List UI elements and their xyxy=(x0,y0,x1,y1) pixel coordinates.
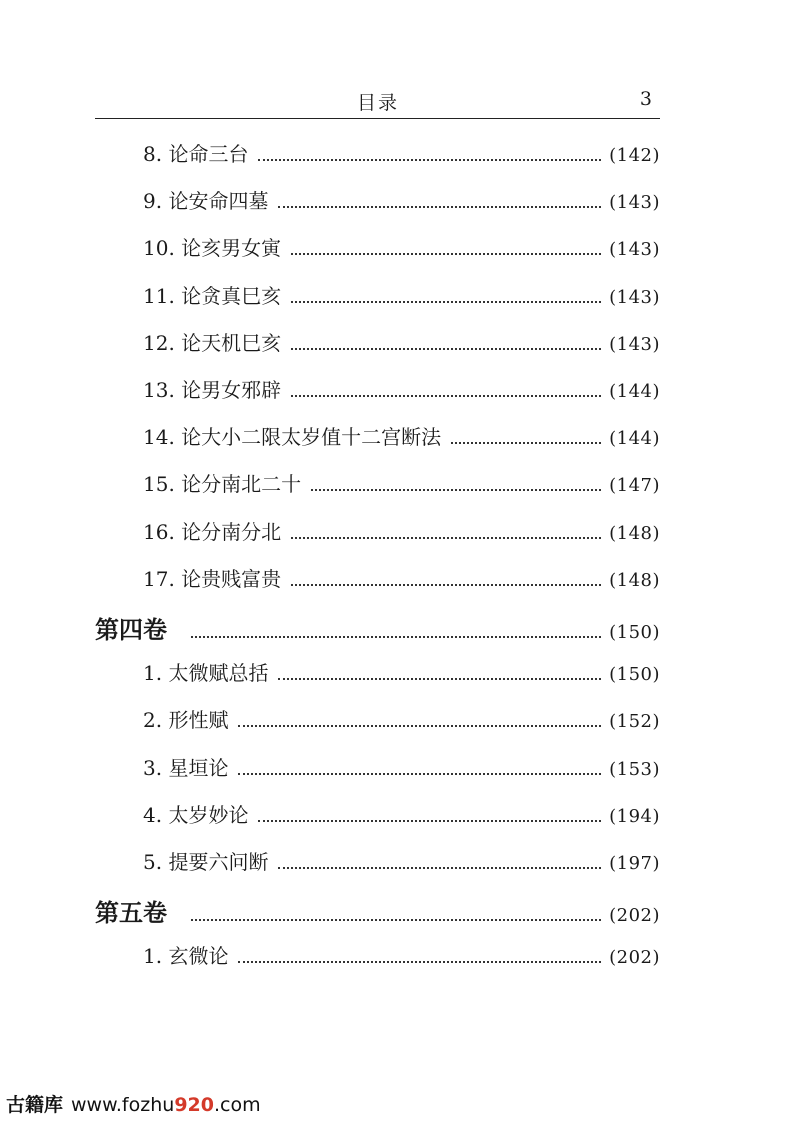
toc-entry-page: (143) xyxy=(609,333,660,355)
toc-entry-page: (153) xyxy=(609,758,660,780)
dot-leader xyxy=(238,773,601,775)
toc-entry-page: (148) xyxy=(609,569,660,591)
dot-leader xyxy=(291,395,601,397)
toc-entry-page: (144) xyxy=(609,381,660,402)
dot-leader xyxy=(291,584,601,586)
toc-entry-page: (152) xyxy=(609,711,660,733)
toc-entry-label: 17. 论贵贱富贵 xyxy=(143,566,282,591)
toc-entry-label: 2. 形性赋 xyxy=(143,708,229,733)
header-page-number: 3 xyxy=(639,88,652,110)
toc-entry xyxy=(143,846,660,876)
dot-leader xyxy=(291,537,601,539)
toc-volume-heading xyxy=(95,893,660,928)
dot-leader xyxy=(258,159,601,161)
dot-leader xyxy=(451,442,601,444)
toc-entry-label: 9. 论安命四墓 xyxy=(143,189,269,214)
toc-entry xyxy=(143,138,660,168)
toc-entry-page: (144) xyxy=(609,428,660,450)
toc-entry xyxy=(143,799,660,829)
dot-leader xyxy=(278,678,601,680)
toc-entry-label: 3. 星垣论 xyxy=(143,755,229,780)
toc-entry-page: (143) xyxy=(609,286,660,308)
toc-entry-label: 第五卷 xyxy=(95,898,167,928)
dot-leader xyxy=(291,253,601,255)
dot-leader xyxy=(278,206,601,208)
toc-entry-page: (202) xyxy=(609,905,660,927)
toc-entry xyxy=(143,657,660,687)
toc-entry-label: 14. 论大小二限太岁值十二宫断法 xyxy=(143,425,442,450)
toc-entry-page: (202) xyxy=(609,947,660,969)
toc-entry xyxy=(143,185,660,215)
footer-watermark xyxy=(6,1090,261,1117)
toc-entry-label: 12. 论天机巳亥 xyxy=(143,330,282,355)
dot-leader xyxy=(278,867,601,869)
footer-url-number: 920 xyxy=(174,1094,214,1116)
toc-entry-label: 15. 论分南北二十 xyxy=(143,472,302,497)
toc-volume-heading xyxy=(95,610,660,644)
toc-entry xyxy=(143,327,660,357)
toc-entry xyxy=(143,280,660,310)
toc-entry-label: 第四卷 xyxy=(95,615,167,644)
toc-entry-label: 16. 论分南分北 xyxy=(143,519,282,544)
toc-entry-label: 1. 玄微论 xyxy=(143,944,229,969)
toc-entry xyxy=(143,704,660,734)
dot-leader xyxy=(311,489,601,491)
toc-entry-page: (197) xyxy=(609,853,660,874)
dot-leader xyxy=(191,919,601,921)
toc-entry-label: 10. 论亥男女寅 xyxy=(143,236,282,261)
footer-url-prefix: www.fozhu xyxy=(71,1094,175,1116)
toc-entry-page: (143) xyxy=(609,192,660,214)
toc-entry-page: (148) xyxy=(609,522,660,544)
dot-leader xyxy=(258,820,601,822)
toc-entry-page: (147) xyxy=(609,475,660,497)
toc-entry-label: 13. 论男女邪辟 xyxy=(143,378,282,402)
toc-entry xyxy=(143,940,660,970)
dot-leader xyxy=(291,301,601,303)
toc-entry xyxy=(143,468,660,498)
toc-entry-label: 1. 太微赋总括 xyxy=(143,661,269,686)
footer-url-suffix: .com xyxy=(213,1094,261,1116)
toc-entry-label: 8. 论命三台 xyxy=(143,142,249,166)
toc-entry-label: 4. 太岁妙论 xyxy=(143,802,249,827)
toc-entry xyxy=(143,421,660,451)
toc-entry-label: 11. 论贪真巳亥 xyxy=(143,283,282,308)
toc-entry-page: (143) xyxy=(609,239,660,261)
toc-entry xyxy=(143,752,660,782)
toc-entry-page: (150) xyxy=(609,622,660,643)
toc-entry-page: (194) xyxy=(609,805,660,827)
toc-entry xyxy=(143,516,660,546)
toc-entry-page: (150) xyxy=(609,664,660,686)
dot-leader xyxy=(238,725,601,727)
dot-leader xyxy=(191,636,601,638)
header-title: 目录 xyxy=(357,92,400,114)
dot-leader xyxy=(238,961,601,963)
toc-entry-label: 5. 提要六问断 xyxy=(143,850,269,874)
footer-brand: 古籍库 xyxy=(6,1094,64,1116)
toc-entry-page: (142) xyxy=(609,145,660,166)
toc-entry xyxy=(143,563,660,593)
toc-entry xyxy=(143,232,660,262)
toc-entry xyxy=(143,374,660,404)
dot-leader xyxy=(291,348,601,350)
